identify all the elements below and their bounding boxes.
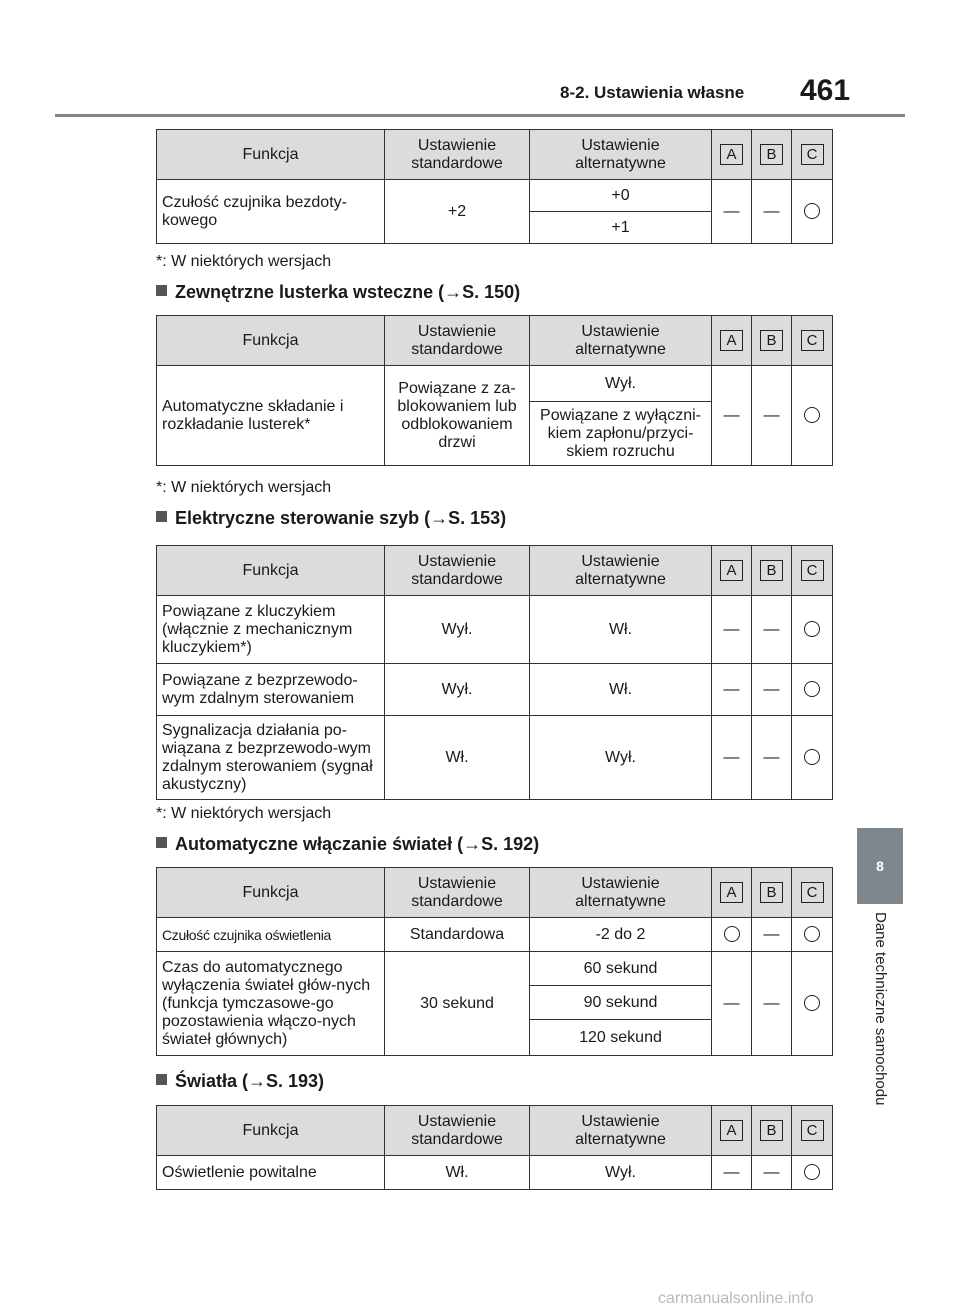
cell-b: — xyxy=(752,180,792,244)
letter-b: B xyxy=(760,1120,783,1141)
cell-a: — xyxy=(712,716,752,800)
cell-alt: -2 do 2 xyxy=(530,918,712,952)
cell-c xyxy=(792,366,833,466)
circle-mark xyxy=(804,995,820,1011)
cell-function: Sygnalizacja działania po-wiązana z bezprzewodo-wym zdalnym sterowaniem (sygnał akustyczny) xyxy=(157,716,385,800)
cell-function: Powiązane z bezprzewodo-wym zdalnym sterowaniem xyxy=(157,664,385,716)
col-function: Funkcja xyxy=(157,1106,385,1156)
cell-b: — xyxy=(752,1156,792,1190)
col-c xyxy=(792,130,833,180)
square-bullet-icon xyxy=(156,1074,167,1085)
cell-alt: +1 xyxy=(530,212,712,244)
section-heading: Zewnętrzne lusterka wsteczne (→S. 150) xyxy=(156,282,520,303)
circle-mark xyxy=(804,203,820,219)
cell-a: — xyxy=(712,596,752,664)
table-proximity-sensor xyxy=(156,129,833,244)
cell-default: +2 xyxy=(385,180,530,244)
cell-b: — xyxy=(752,664,792,716)
cell-c xyxy=(792,664,833,716)
table-row xyxy=(157,596,833,664)
cell-b: — xyxy=(752,952,792,1056)
circle-mark xyxy=(804,681,820,697)
col-default: Ustawienie standardowe xyxy=(385,316,530,366)
cell-function: Czułość czujnika bezdoty-kowego xyxy=(157,180,385,244)
cell-b: — xyxy=(752,596,792,664)
letter-c: C xyxy=(801,330,824,351)
letter-c: C xyxy=(801,144,824,165)
col-default: Ustawienie standardowe xyxy=(385,546,530,596)
col-alternative: Ustawienie alternatywne xyxy=(530,316,712,366)
letter-b: B xyxy=(760,330,783,351)
circle-mark xyxy=(724,926,740,942)
section-heading: Światła (→S. 193) xyxy=(156,1071,324,1092)
cell-function: Oświetlenie powitalne xyxy=(157,1156,385,1190)
letter-a: A xyxy=(720,1120,743,1141)
cell-default: Powiązane z za-blokowaniem lub odblokowaniem drzwi xyxy=(385,366,530,466)
section-header: 8-2. Ustawienia własne xyxy=(560,83,745,102)
cell-c xyxy=(792,952,833,1056)
letter-b: B xyxy=(760,882,783,903)
table-auto-lights xyxy=(156,867,833,1056)
cell-function: Czas do automatycznego wyłączenia świateł głów-nych (funkcja tymczasowe-go pozostawienia włączo-nych świateł głównych) xyxy=(157,952,385,1056)
chapter-tab: 8 xyxy=(857,828,903,904)
cell-function: Czułość czujnika oświetlenia xyxy=(157,918,385,952)
cell-a: — xyxy=(712,180,752,244)
footnote: *: W niektórych wersjach xyxy=(156,253,332,270)
square-bullet-icon xyxy=(156,285,167,296)
cell-alt: Wył. xyxy=(530,366,712,402)
letter-c: C xyxy=(801,1120,824,1141)
watermark: carmanualsonline.info xyxy=(658,1290,814,1307)
cell-default: Wył. xyxy=(385,664,530,716)
circle-mark xyxy=(804,749,820,765)
col-function: Funkcja xyxy=(157,868,385,918)
circle-mark xyxy=(804,1164,820,1180)
letter-c: C xyxy=(801,882,824,903)
circle-mark xyxy=(804,621,820,637)
col-function: Funkcja xyxy=(157,316,385,366)
col-alternative: Ustawienie alternatywne xyxy=(530,1106,712,1156)
letter-b: B xyxy=(760,144,783,165)
col-default: Ustawienie standardowe xyxy=(385,1106,530,1156)
cell-alt: Wł. xyxy=(530,596,712,664)
letter-a: A xyxy=(720,330,743,351)
circle-mark xyxy=(804,407,820,423)
letter-a: A xyxy=(720,560,743,581)
col-function: Funkcja xyxy=(157,546,385,596)
letter-a: A xyxy=(720,882,743,903)
col-function: Funkcja xyxy=(157,130,385,180)
col-default: Ustawienie standardowe xyxy=(385,868,530,918)
table-row xyxy=(157,1156,833,1190)
table-row xyxy=(157,952,833,986)
header-divider xyxy=(55,114,905,117)
col-alternative: Ustawienie alternatywne xyxy=(530,546,712,596)
cell-alt: Wył. xyxy=(530,1156,712,1190)
cell-alt: +0 xyxy=(530,180,712,212)
col-default: Ustawienie standardowe xyxy=(385,130,530,180)
letter-a: A xyxy=(720,144,743,165)
letter-c: C xyxy=(801,560,824,581)
cell-default: Wył. xyxy=(385,596,530,664)
cell-b: — xyxy=(752,716,792,800)
square-bullet-icon xyxy=(156,837,167,848)
cell-default: Wł. xyxy=(385,1156,530,1190)
cell-a: — xyxy=(712,366,752,466)
cell-default: Wł. xyxy=(385,716,530,800)
cell-alt: Wł. xyxy=(530,664,712,716)
table-lights xyxy=(156,1105,833,1190)
cell-default: 30 sekund xyxy=(385,952,530,1056)
cell-c xyxy=(792,716,833,800)
cell-b: — xyxy=(752,366,792,466)
section-heading: Elektryczne sterowanie szyb (→S. 153) xyxy=(156,508,506,529)
cell-c xyxy=(792,918,833,952)
cell-c xyxy=(792,1156,833,1190)
footnote: *: W niektórych wersjach xyxy=(156,479,332,496)
cell-b: — xyxy=(752,918,792,952)
footnote: *: W niektórych wersjach xyxy=(156,805,332,822)
cell-function: Powiązane z kluczykiem (włącznie z mechanicznym kluczykiem*) xyxy=(157,596,385,664)
col-alternative: Ustawienie alternatywne xyxy=(530,130,712,180)
letter-b: B xyxy=(760,560,783,581)
col-b xyxy=(752,130,792,180)
cell-alt: Wył. xyxy=(530,716,712,800)
section-heading: Automatyczne włączanie świateł (→S. 192) xyxy=(156,834,539,855)
col-alternative: Ustawienie alternatywne xyxy=(530,868,712,918)
table-mirrors xyxy=(156,315,833,466)
col-a xyxy=(712,130,752,180)
table-row xyxy=(157,716,833,800)
cell-a: — xyxy=(712,1156,752,1190)
cell-c xyxy=(792,180,833,244)
cell-alt: 60 sekund xyxy=(530,952,712,986)
table-windows xyxy=(156,545,833,800)
cell-default: Standardowa xyxy=(385,918,530,952)
cell-alt: Powiązane z wyłączni-kiem zapłonu/przyci-skiem rozruchu xyxy=(530,402,712,466)
cell-alt: 120 sekund xyxy=(530,1020,712,1056)
cell-a xyxy=(712,918,752,952)
cell-a: — xyxy=(712,664,752,716)
page-number: 461 xyxy=(800,74,851,107)
circle-mark xyxy=(804,926,820,942)
cell-a: — xyxy=(712,952,752,1056)
table-row xyxy=(157,664,833,716)
chapter-side-label: Dane techniczne samochodu xyxy=(872,912,889,1106)
cell-c xyxy=(792,596,833,664)
cell-alt: 90 sekund xyxy=(530,986,712,1020)
cell-function: Automatyczne składanie i rozkładanie lusterek* xyxy=(157,366,385,466)
table-row xyxy=(157,918,833,952)
square-bullet-icon xyxy=(156,511,167,522)
